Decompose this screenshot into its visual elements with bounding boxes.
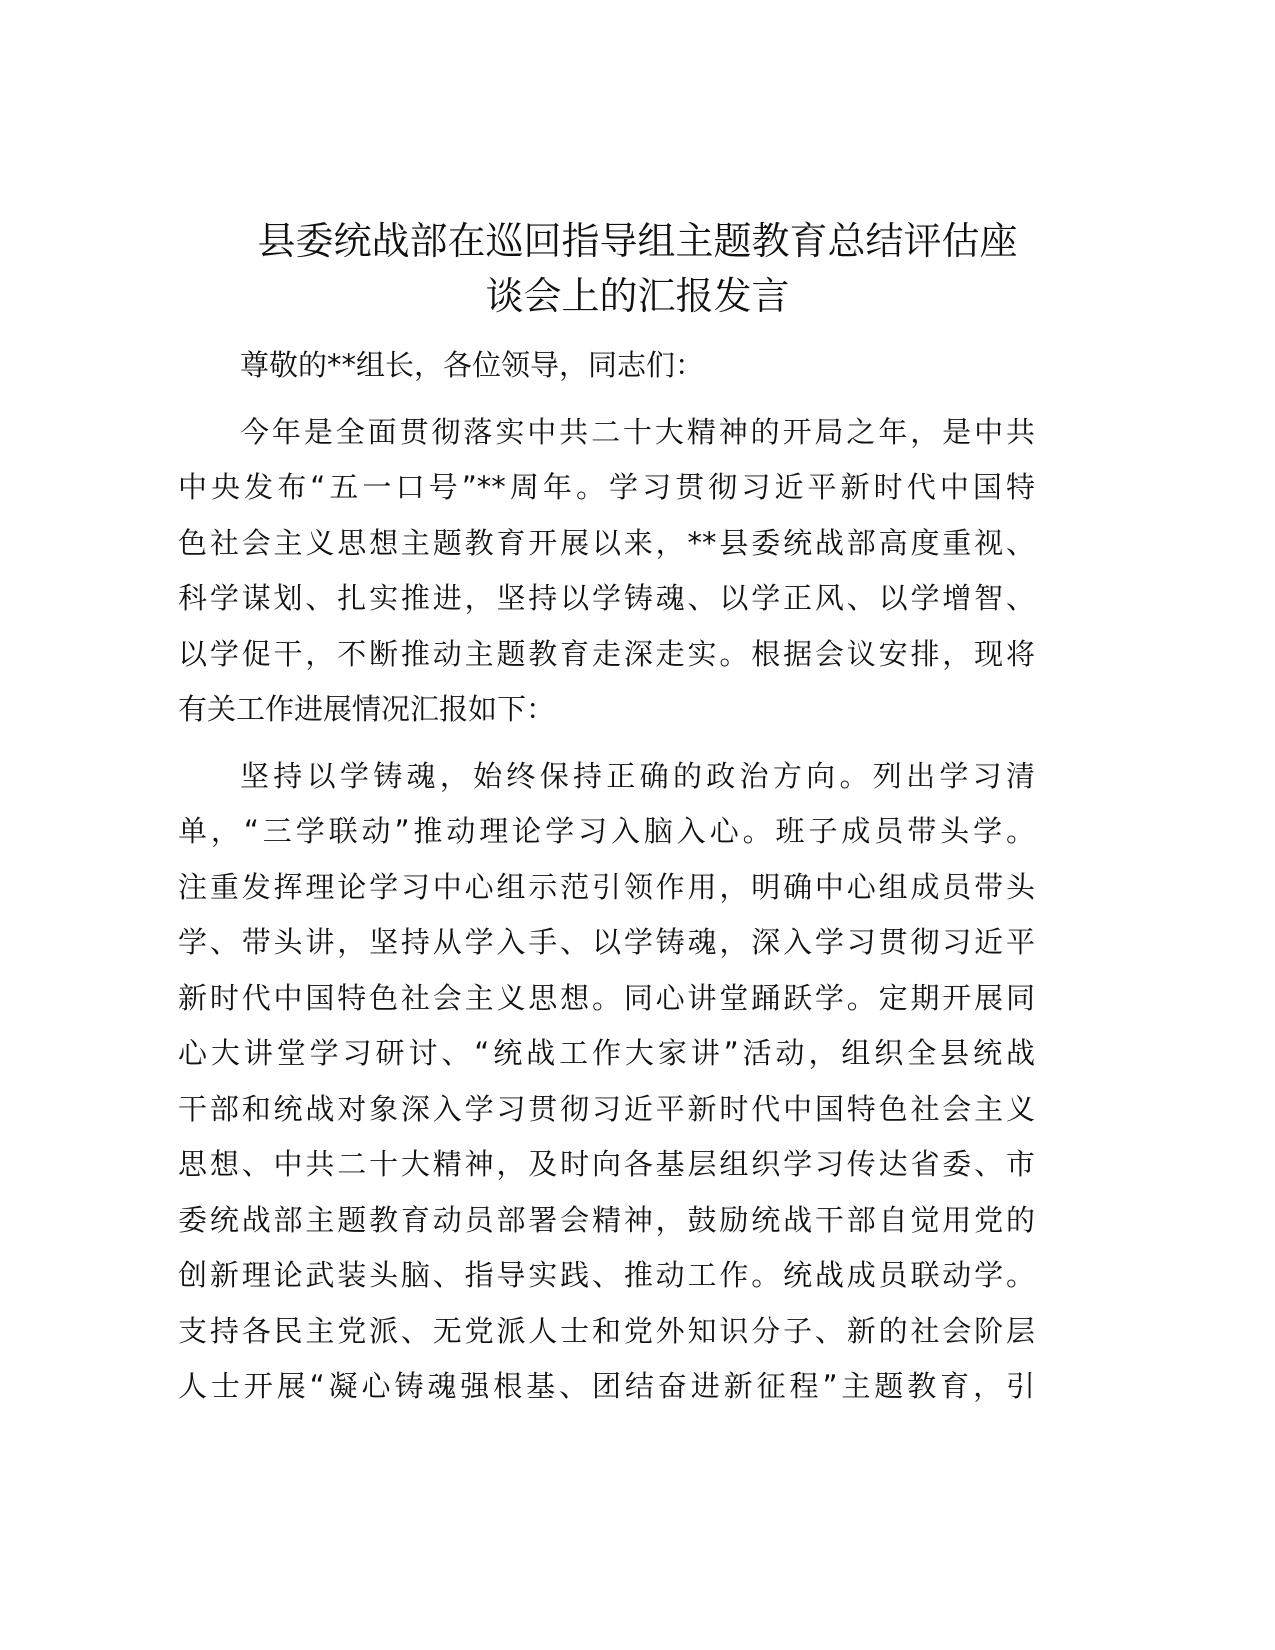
text-line: 科学谋划、扎实推进，坚持以学铸魂、以学正风、以学增智、 bbox=[178, 581, 1035, 615]
text-line: 人士开展“凝心铸魂强根基、团结奋进新征程”主题教育，引 bbox=[178, 1369, 1035, 1403]
text-line: 色社会主义思想主题教育开展以来，**县委统战部高度重视、 bbox=[178, 525, 1035, 560]
text-line: 尊敬的**组长，各位领导，同志们： bbox=[240, 348, 705, 382]
text-line: 创新理论武装头脑、指导实践、推动工作。统战成员联动学。 bbox=[178, 1258, 1035, 1292]
text-line: 以学促干，不断推动主题教育走深走实。根据会议安排，现将 bbox=[178, 636, 1035, 671]
text-line: 新时代中国特色社会主义思想。同心讲堂踊跃学。定期开展同 bbox=[178, 980, 1035, 1015]
text-line: 今年是全面贯彻落实中共二十大精神的开局之年，是中共 bbox=[240, 414, 1035, 449]
text-line: 有关工作进展情况汇报如下： bbox=[178, 692, 556, 726]
text-line: 学、带头讲，坚持从学入手、以学铸魂，深入学习贯彻习近平 bbox=[178, 925, 1035, 959]
text-line: 干部和统战对象深入学习贯彻习近平新时代中国特色社会主义 bbox=[178, 1091, 1035, 1126]
text-line: 单，“三学联动”推动理论学习入脑入心。班子成员带头学。 bbox=[178, 814, 1035, 848]
text-line: 心大讲堂学习研讨、“统战工作大家讲”活动，组织全县统战 bbox=[178, 1036, 1035, 1070]
document-title bbox=[150, 214, 1125, 324]
title-line-1: 县委统战部在巡回指导组主题教育总结评估座 bbox=[257, 219, 1018, 263]
paragraph bbox=[178, 405, 1035, 738]
title-line-2: 谈会上的汇报发言 bbox=[485, 274, 790, 318]
text-line: 中央发布“五一口号”**周年。学习贯彻习近平新时代中国特 bbox=[178, 470, 1035, 504]
text-line: 支持各民主党派、无党派人士和党外知识分子、新的社会阶层 bbox=[178, 1313, 1035, 1348]
salutation bbox=[178, 338, 1035, 394]
text-line: 委统战部主题教育动员部署会精神，鼓励统战干部自觉用党的 bbox=[178, 1202, 1035, 1237]
document-body bbox=[178, 338, 1035, 1426]
text-line: 注重发挥理论学习中心组示范引领作用，明确中心组成员带头 bbox=[178, 869, 1035, 904]
text-line: 思想、中共二十大精神，及时向各基层组织学习传达省委、市 bbox=[178, 1147, 1035, 1181]
paragraph bbox=[178, 749, 1035, 1415]
text-line: 坚持以学铸魂，始终保持正确的政治方向。列出学习清 bbox=[240, 758, 1035, 793]
